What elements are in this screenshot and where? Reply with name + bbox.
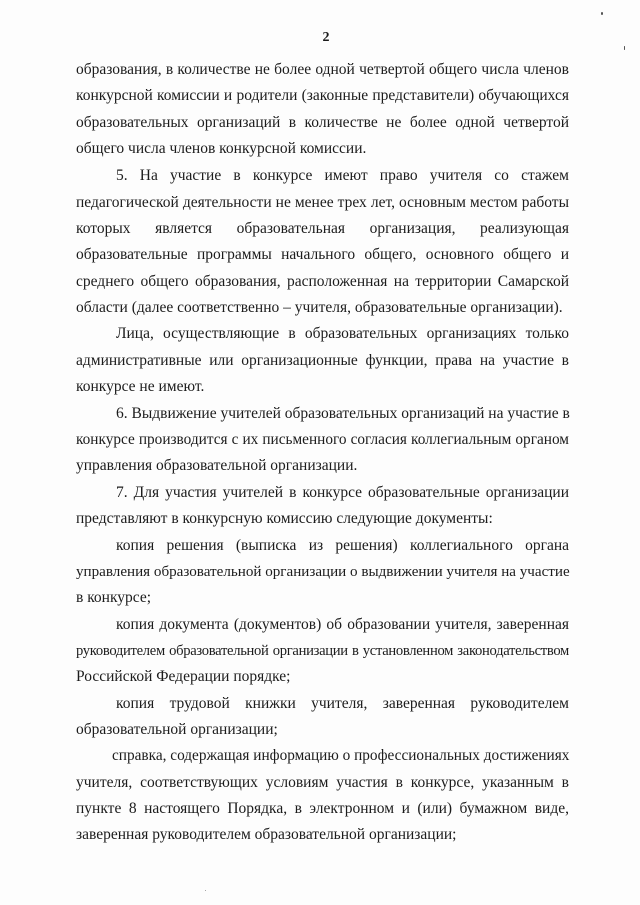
text-line: 6. Выдвижение учителей образовательных организаций на участие в	[116, 405, 570, 422]
scan-speck	[205, 890, 206, 891]
text-line: представляют в конкурсную комиссию следующие документы:	[76, 510, 493, 527]
text-line: образования, в количестве не более одной четвертой общего числа членов	[76, 61, 569, 78]
text-line: пункте 8 настоящего Порядка, в электронном и (или) бумажном виде,	[76, 800, 569, 817]
text-line: образовательной организации;	[76, 721, 278, 738]
text-line: общего числа членов конкурсной комиссии.	[76, 140, 367, 157]
page-number: 2	[322, 30, 330, 45]
text-line: административные или организационные функции, права на участие в	[76, 352, 569, 369]
text-line: руководителем образовательной организации в установленном законодательством	[76, 643, 569, 659]
text-line: справка, содержащая информацию о профессиональных достижениях	[112, 747, 570, 764]
text-line: заверенная руководителем образовательной организации;	[76, 826, 457, 843]
scan-speck	[624, 46, 625, 50]
scan-speck	[601, 12, 603, 15]
text-line: конкурсе не имеют.	[76, 378, 205, 395]
text-line: которых является образовательная организация, реализующая	[76, 220, 569, 237]
text-line: Российской Федерации порядке;	[76, 668, 291, 685]
text-line: копия документа (документов) об образовании учителя, заверенная	[116, 616, 569, 633]
text-line: образовательных организаций в количестве не более одной четвертой	[76, 114, 569, 131]
text-line: управления образовательной организации о выдвижении учителя на участие	[76, 564, 570, 580]
text-line: управления образовательной организации.	[76, 457, 358, 474]
text-line: среднего общего образования, расположенная на территории Самарской	[76, 273, 569, 290]
text-line: учителя, соответствующих условиям участия в конкурсе, указанным в	[76, 774, 569, 791]
text-line: конкурсе производится с их письменного согласия коллегиальным органом	[76, 431, 569, 448]
text-line: области (далее соответственно – учителя, образовательные организации).	[76, 299, 563, 316]
text-line: педагогической деятельности не менее трех лет, основным местом работы	[76, 194, 569, 211]
text-line: 7. Для участия учителей в конкурсе образовательные организации	[116, 484, 569, 501]
text-line: 5. На участие в конкурсе имеют право учителя со стажем	[116, 167, 569, 184]
text-line: Лица, осуществляющие в образовательных организациях только	[116, 325, 569, 342]
text-line: копия решения (выписка из решения) коллегиального органа	[116, 537, 569, 554]
text-line: в конкурсе;	[76, 589, 152, 606]
text-line: копия трудовой книжки учителя, заверенная руководителем	[116, 695, 569, 712]
text-line: образовательные программы начального общего, основного общего и	[76, 246, 569, 263]
text-line: конкурсной комиссии и родители (законные представители) обучающихся	[76, 87, 569, 104]
